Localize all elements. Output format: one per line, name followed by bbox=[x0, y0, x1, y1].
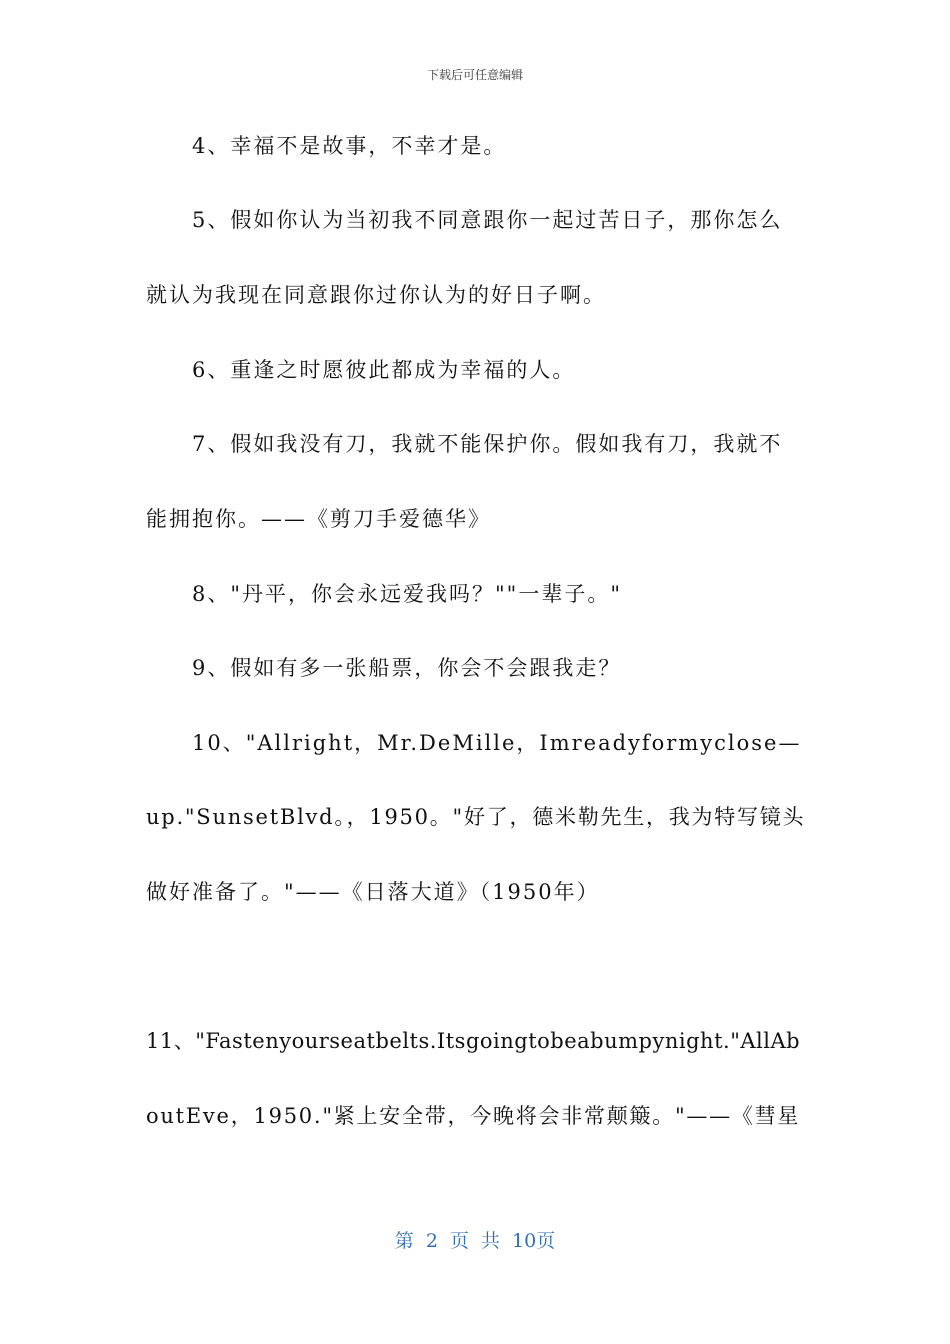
page-footer: 第 2 页 共 10页 bbox=[394, 1230, 556, 1252]
text-line-7: 8、"丹平，你会永远爱我吗？""一辈子。" bbox=[146, 582, 622, 606]
text-line-13: outEve，1950."紧上安全带，今晚将会非常颠簸。"——《彗星 bbox=[146, 1104, 801, 1128]
text-line-11: 做好准备了。"——《日落大道》（1950年） bbox=[146, 880, 600, 904]
page-header: 下载后可任意编辑 bbox=[426, 68, 523, 82]
text-line-4: 6、重逢之时愿彼此都成为幸福的人。 bbox=[146, 358, 576, 382]
text-line-6: 能拥抱你。——《剪刀手爱德华》 bbox=[146, 507, 491, 531]
text-line-3: 就认为我现在同意跟你过你认为的好日子啊。 bbox=[146, 283, 606, 307]
text-line-8: 9、假如有多一张船票，你会不会跟我走？ bbox=[146, 656, 622, 680]
text-line-5: 7、假如我没有刀，我就不能保护你。假如我有刀，我就不 bbox=[146, 432, 783, 456]
text-line-2: 5、假如你认为当初我不同意跟你一起过苦日子，那你怎么 bbox=[146, 208, 783, 232]
text-line-1: 4、幸福不是故事，不幸才是。 bbox=[146, 134, 507, 158]
text-line-12: 11、"Fastenyourseatbelts.Itsgoingtobeabumpynight."AllAb bbox=[146, 1029, 801, 1053]
text-line-10: up."SunsetBlvd。，1950。"好了，德米勒先生，我为特写镜头 bbox=[146, 805, 806, 829]
text-line-9: 10、"Allright，Mr.DeMille，Imreadyformyclose— bbox=[146, 731, 802, 755]
